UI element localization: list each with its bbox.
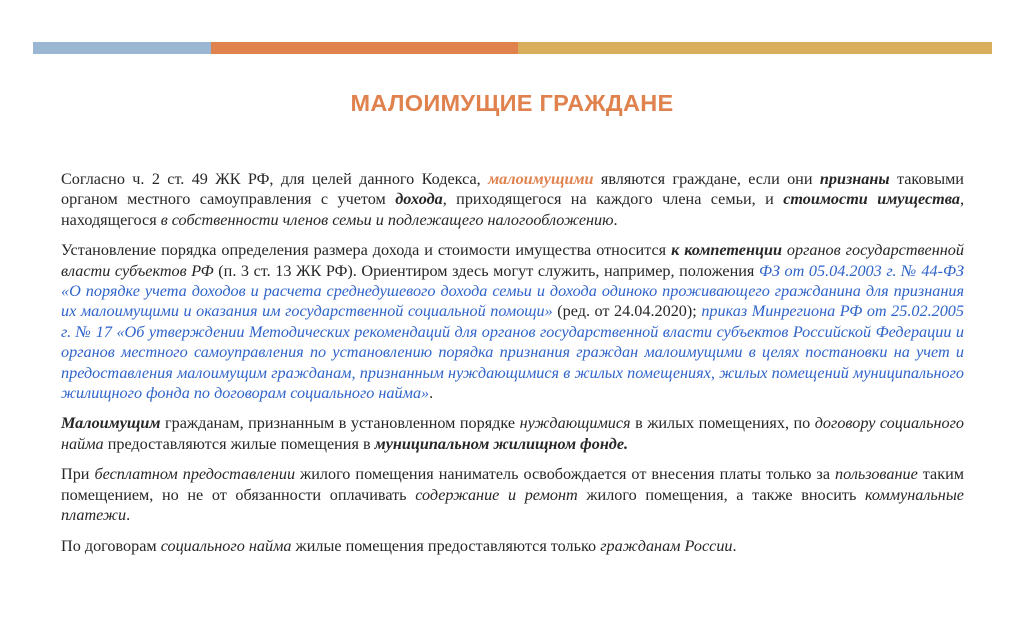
law-reference-link[interactable]: ФЗ от 05.04.2003 г. № 44-ФЗ «О порядке учета доходов и расчета среднедушевого дохода семьи и дохода одиноко проживающего гражданина для признания их малоимущими и оказания им государственной социальной помощи»	[61, 261, 964, 321]
text: Установление порядка определения размера дохода и стоимости имущества относится	[61, 241, 672, 260]
text: жилого помещения, а также вносить	[577, 485, 865, 504]
text: предоставляются жилые помещения в	[103, 434, 375, 453]
emphasis-text: социального найма	[160, 536, 292, 555]
paragraph-provision	[61, 413, 964, 454]
paragraph-citizens	[61, 536, 964, 556]
paragraph-definition	[61, 169, 964, 230]
emphasis-text: органов государственной власти субъектов РФ	[61, 241, 964, 280]
top-bar-segment-blue	[33, 42, 211, 54]
top-bar-segment-orange	[211, 42, 518, 54]
text: .	[126, 506, 131, 525]
text: жилые помещения предоставляются только	[291, 536, 601, 555]
text: таковыми органом местного самоуправления с учетом	[61, 170, 964, 209]
term-priznany: признаны	[819, 170, 890, 188]
text: .	[613, 210, 618, 229]
text: гражданам, признанным в установленном порядке	[160, 414, 520, 433]
emphasis-text: гражданам России	[600, 536, 733, 555]
paragraph-free-provision	[61, 464, 964, 525]
decorative-top-bar	[33, 42, 992, 54]
term-munitsipalnyy-fond: муниципальном жилищном фонде.	[374, 434, 629, 453]
term-maloimushchimi: малоимущими	[488, 170, 594, 188]
term-dokhoda: дохода	[395, 190, 443, 209]
emphasis-text: содержание и ремонт	[415, 485, 578, 504]
text: , приходящегося на каждого члена семьи, и	[442, 190, 784, 209]
text: .	[429, 384, 434, 403]
order-reference-link[interactable]: приказ Минрегиона РФ от 25.02.2005 г. № 17 «Об утверждении Методических рекомендаций для органов государственной власти субъектов Российской Федерации и органов местного самоуправления по установлению порядка признания граждан малоимущими в целях постановки на учет и предоставления малоимущим гражданам, признанным нуждающимися в жилых помещениях, жилых помещений муниципального жилищного фонда по договорам социального найма»	[61, 302, 964, 403]
paragraph-competence	[61, 240, 964, 403]
text: являются граждане, если они	[593, 170, 820, 188]
slide-title: МАЛОИМУЩИЕ ГРАЖДАНЕ	[350, 90, 674, 116]
text: в жилых помещениях, по	[630, 414, 815, 433]
term-k-kompetentsii: к компетенции	[671, 241, 782, 260]
text: При	[61, 465, 95, 484]
emphasis-text: бесплатном предоставлении	[94, 465, 296, 484]
text: .	[732, 536, 737, 555]
text: Согласно ч. 2 ст. 49 ЖК РФ, для целей данного Кодекса,	[61, 170, 489, 188]
emphasis-text: нуждающимися	[519, 414, 631, 433]
emphasis-text: коммунальные платежи	[61, 485, 964, 525]
slide-body	[61, 169, 964, 566]
emphasis-text: пользование	[835, 465, 918, 484]
term-stoimosti-imushchestva: стоимости имущества	[783, 190, 960, 209]
text: , находящегося	[61, 190, 964, 229]
text: (п. 3 ст. 13 ЖК РФ). Ориентиром здесь могут служить, например, положения	[213, 261, 759, 280]
text: По договорам	[61, 536, 161, 555]
emphasis-text: в собственности членов семьи и подлежащего налогообложению	[160, 210, 614, 229]
term-maloimushchim: Малоимущим	[61, 414, 161, 433]
top-bar-segment-gold	[518, 42, 992, 54]
text: таким помещением, но не от обязанности оплачивать	[61, 465, 964, 504]
text: жилого помещения наниматель освобождается от внесения платы только за	[295, 465, 836, 484]
text: (ред. от 24.04.2020);	[552, 302, 702, 321]
emphasis-text: договору социального найма	[61, 414, 964, 453]
